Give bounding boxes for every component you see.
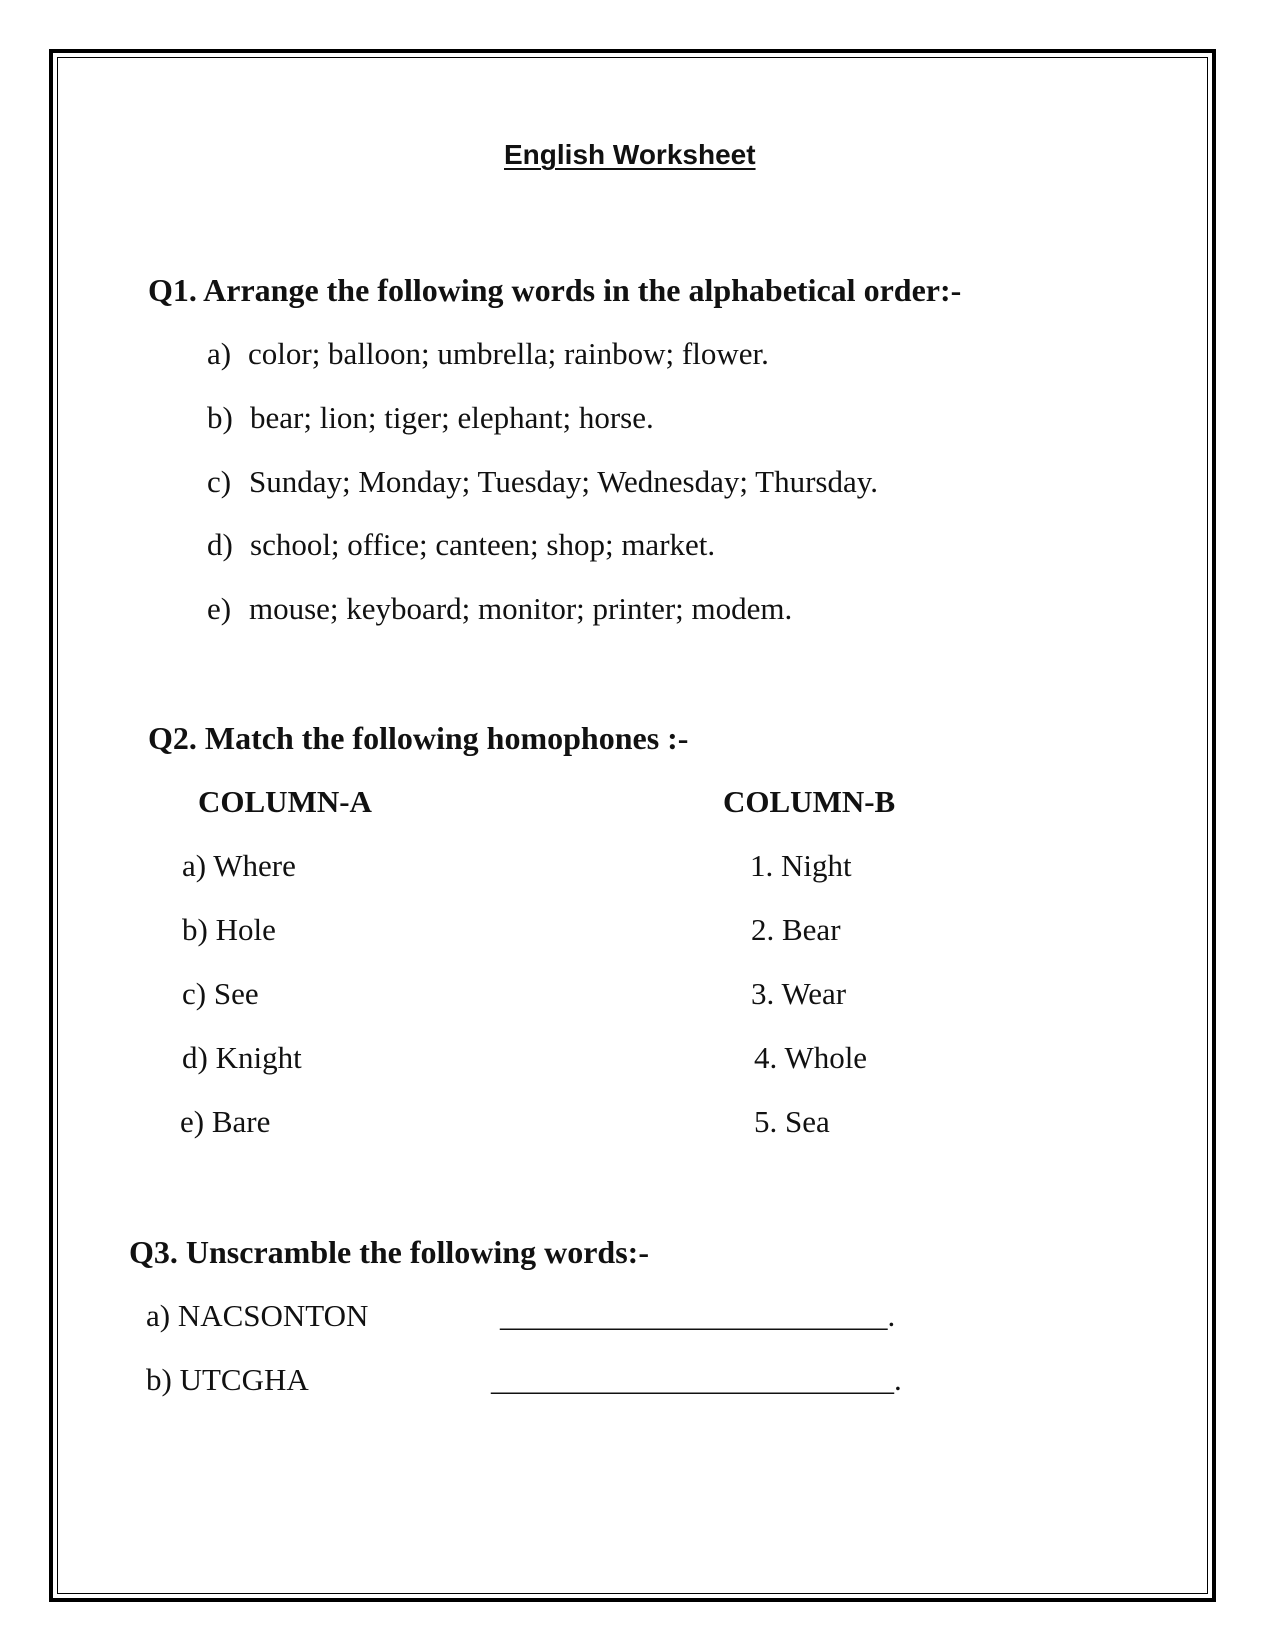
column-a-item: e) Bare [180, 1104, 271, 1139]
q1-item-c-label: c) [207, 464, 232, 499]
column-b-item: 1. Night [750, 848, 852, 883]
q1-item-a-label: a) [207, 336, 232, 371]
column-a-item: c) See [182, 976, 259, 1011]
q1-item-e-text: mouse; keyboard; monitor; printer; modem. [249, 591, 793, 626]
q1-heading: Q1. Arrange the following words in the alphabetical order:- [148, 272, 962, 308]
column-a-item: d) Knight [182, 1040, 302, 1075]
q3-scrambled-word: a) NACSONTON [146, 1298, 369, 1333]
q3-answer-blank[interactable]: __________________________. [491, 1362, 902, 1397]
q1-item-d-text: school; office; canteen; shop; market. [250, 527, 716, 562]
column-b-item: 3. Wear [751, 976, 847, 1011]
column-a-item: a) Where [182, 848, 296, 883]
q1-item-e-label: e) [207, 591, 232, 626]
column-a-header: COLUMN-A [198, 784, 372, 819]
q2-heading: Q2. Match the following homophones :- [148, 720, 689, 756]
column-a-item: b) Hole [182, 912, 276, 947]
column-b-header: COLUMN-B [723, 784, 896, 819]
q1-item-b-label: b) [207, 400, 233, 435]
q3-heading: Q3. Unscramble the following words:- [129, 1234, 649, 1270]
q1-item-b-text: bear; lion; tiger; elephant; horse. [250, 400, 654, 435]
q1-item-d-label: d) [207, 527, 233, 562]
q3-scrambled-word: b) UTCGHA [146, 1362, 309, 1397]
worksheet-title: English Worksheet [504, 139, 756, 170]
column-b-item: 4. Whole [754, 1040, 868, 1075]
q1-item-a-text: color; balloon; umbrella; rainbow; flower. [248, 336, 769, 371]
column-b-item: 5. Sea [754, 1104, 830, 1139]
q1-item-c-text: Sunday; Monday; Tuesday; Wednesday; Thursday. [249, 464, 878, 499]
column-b-item: 2. Bear [751, 912, 841, 947]
q3-answer-blank[interactable]: _________________________. [500, 1298, 896, 1333]
